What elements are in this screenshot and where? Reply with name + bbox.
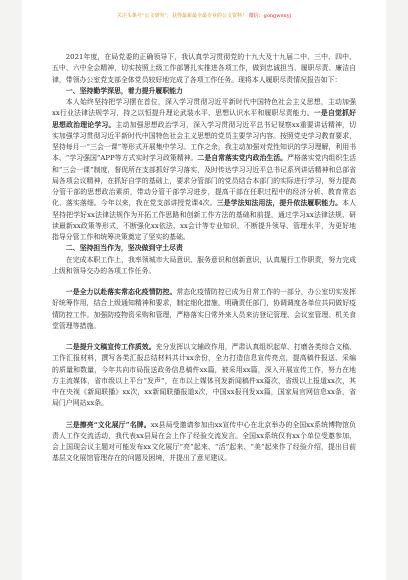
section1-paragraph: 本人始终坚持把学习摆在首位，深入学习贯彻习近平新时代中国特色社会主义思想，主动加强xx行业法律法规学习，持之以恒提升理论武装水平、思想认识水平和履职尽责能力。一是自觉抓好思想政治理论学习。主动加强思想政治学习，深入学习贯彻习近平总书记视察xx重要讲话精神，切实加强学习贯彻习近平新时代中国特色社会主义思想的党员主要学习内容。按照党史学习教育要求，坚持每月一“三会一课”等形式开展集中学习。工作之余，我主动加强对党性知识的学习理解，利用书本、“学习强国”APP等方式实时学习政策精神。二是自常落实党内政治生活。严格落实党内组织生活和“三会一课”制度，督促所在支部抓好学习落实，及时传达学习习近平总书记系列讲话精神和总部省局各项会议精神，在抓好自学的基础上，要求分管部门的党员结合本部门的实际进行学习，努力提高分管干部的思想政治素质，带动分管干部学习进步，提高干部在任职过程中的经济分析、教育常态化、落实落细。今年以来，我在党支部讲授党课4次。三是学法知法用法，提升依法履职能力。本人坚持把学好xx法律法规作为开拓工作思路和创新工作方法的基础和前提，通过学习xx法律法规、研读最新xx政策等形式，不断强化xx依法、xx会计等专业知识，不断提升领导、管理水平，为更好地指导分管工作和统筹决策奠定了坚实的基础。 [52,98,357,241]
highlight-2: 二是自常落实党内政治生活。 [197,154,288,163]
intro-paragraph: 2021年度，在局党委的正确领导下，我认真学习贯彻党的十九大及十九届二中、三中、四中、五中、六中全会精神，切实按照上级工作部署扎实推进各项工作，做到忠诚担当、履职尽责、廉洁自律，带领办公室党支部全体党员较好地完成了各项工作任务。现将本人履职尽责情况报告如下： [52,53,356,84]
document-page [22,0,386,580]
highlight-3: 三是学法知法用法，提升依法履职能力。 [216,199,343,208]
section2-intro-paragraph: 在完成本职工作上，我率领城市大局意识、服务意识和创新意识，认真履行工作职责，努力完成上级和领导交办的各项工作任务。 [52,255,356,275]
document-body [52,52,356,465]
promo-banner [22,6,386,26]
highlight-4: 一是全力以赴落实常态化疫情防控。 [65,288,177,296]
banner-promo-text: 关注头条号“公文研究”，获得最新最全最专业的公文资料！ [116,13,248,19]
highlight-5: 二是提升文稿宣传工作质效。 [65,343,156,351]
culture-hall-paragraph: 三是擦亮“文化展厅”名牌。xx县局受邀请参加由xx宣传中心在北京举办的全国xx系统博物馆负责人工作交流活动，我代表xx县局在会上作了经验交流发言。全国xx系统仅有xx个单位受邀参加，会上国现会议主题对可能发布xx文化展厅“亮”起来、“活”起来、“美”起来作了经验介绍，提出目前基层文化展馆管理存在的问题及困境，并提出了意见建议。 [52,420,356,463]
banner-contact-text: 微信：gongwenyj [248,13,292,19]
highlight-6: 三是擦亮“文化展厅”名牌。 [65,420,151,429]
epidemic-paragraph: 一是全力以赴落实常态化疫情防控。常态化疫情防控已成为日常工作的一部分，办公室切实发挥好统筹作用，结合上级通知精神和要求，制定细化措施，明确责任部门，协调调度各单位共同做好疫情防控工作。加强防疫物资采购和管理，严格落实日常外来人员来访登记管理、会议室管理、机关食堂管理等措施。 [52,288,356,330]
publicity-paragraph: 二是提升文稿宣传工作质效。充分发挥以文辅政作用，严肃认真组织起草、打磨各类综合文稿、工作汇报材料，撰写各类汇报总结材料共计xx余份，全力打造信息宣传亮点，提高稿件报送、采编的质量和数量，今年共向市局报送政务信息稿件xx篇，被采用xx篇，深入开展宣传工作，努力在地方主流媒体，省市级以上平台“发声”，在市以上媒体刊发新闻稿件xx篇次，省级以上报道xx次，其中在央视《新闻联播》xx次，xx新闻联播报道x次，中国xx报刊发xx篇，国家局官网信息xx条，省局门户网站xx条。 [52,343,357,408]
section-heading-1: 一、坚持勤学深思，着力提升履职能力 [65,86,183,95]
highlight-1: 一是自觉抓好思想政治理论学习。 [52,109,356,129]
section-heading-2: 二、坚持担当作为，坚决做到守土尽责 [65,244,183,253]
